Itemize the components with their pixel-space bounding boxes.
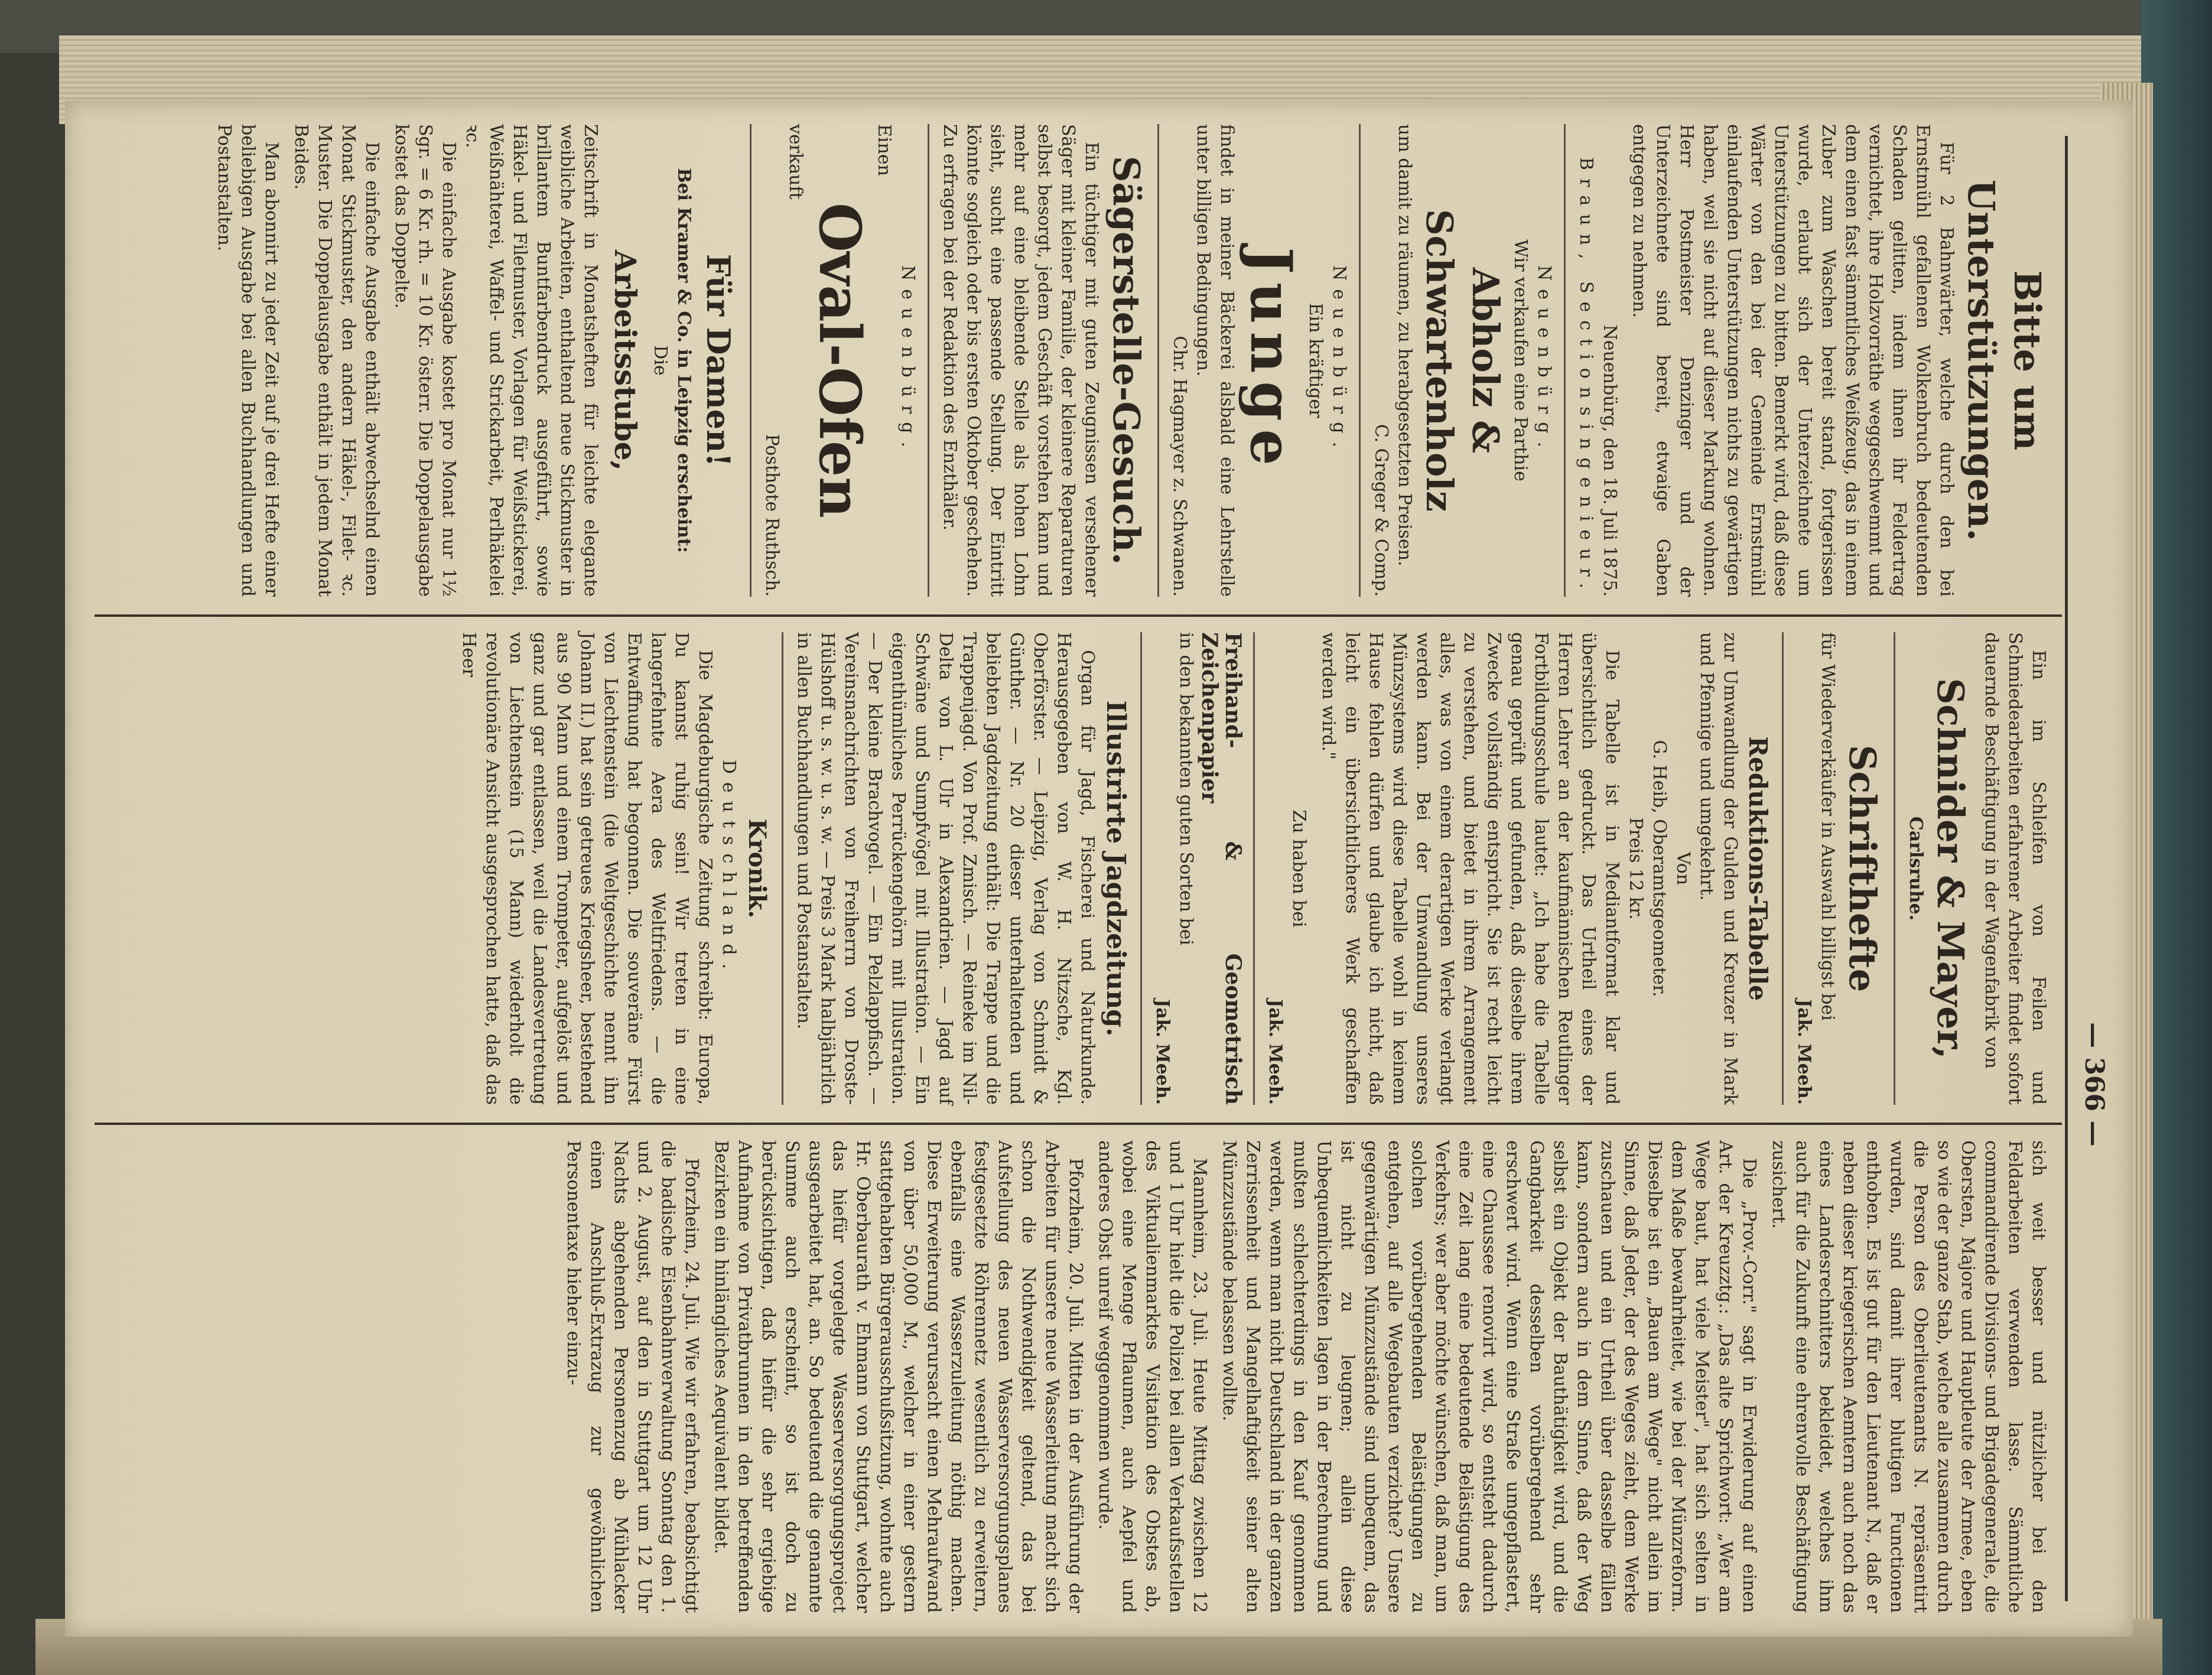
ad-ladies-die: Die bbox=[650, 345, 671, 376]
divider bbox=[1157, 124, 1159, 597]
ad-ladies-price: Die einfache Ausgabe kostet pro Monat nur 1½ Sgr. = 6 Kr. rh. = 10 Kr. österr. Die Doppelausgabe kostet das Doppelte. bbox=[391, 124, 459, 597]
divider bbox=[750, 124, 752, 597]
ad-ladies-more: Die einfache Ausgabe enthält abwechselnd einen Monat Stickmuster, den andern Häkel-, Filet- ꝛc. Muster. Die Doppelausgabe enthält in jedem Monat Beides. bbox=[291, 124, 382, 597]
help-signature-name: Braun, Sectionsingenieur. bbox=[1576, 157, 1596, 597]
ad-sawyer-title: Sägerstelle-Gesuch. bbox=[1105, 155, 1148, 565]
ad-table-available: Zu haben bei bbox=[1289, 809, 1309, 928]
ad-worker-text: Ein im Schleifen von Feilen und Schmiedearbeiten erfahrener Arbeiter findet sofort dauernde Beschäftigung in der Wagenfabrik von bbox=[1981, 632, 2049, 1105]
news-mannheim: Mannheim, 23. Juli. Heute Mittag zwischen 12 und 1 Uhr hielt die Polizei bei allen Verkaufsstellen des Viktualienmarktes Visitation des Obstes ab, wobei eine Menge Pflaumen, auch Aepfel und anderes Obst unreif weggenommen wurde. bbox=[1095, 1140, 1210, 1613]
ad-wood-title: Abholz & Schwartenholz bbox=[1418, 209, 1507, 512]
ad-ladies-text: Zeitschrift in Monatsheften für leichte elegante weibliche Arbeiten, enthaltend neue Stickmuster in brillantem Buntfarbendruck ausgeführt, sowie Häkel- und Filetmuster, Vorlagen für Weißstickerei, Weißnähterei, Waffel- und Strickarbeit, Perlhäkelei ꝛc. bbox=[462, 124, 601, 597]
news-paragraph-1: sich weit besser und nützlicher bei den Feldarbeiten verwenden lasse. Sämmtliche commandirende Divisions- und Brigadegenerale, die Obersten, Majore und Hauptleute der Armee, eben so wie der ganze Stab, welche alle zusammen durch die Person des Oberlieutenants N. repräsentirt wurden, sind damit ihrer blutigen Functionen enthoben. Es ist gut für den Lieutenant N., daß er neben dieser kriegerischen Aemtern auch noch das eines Landesrechnitters bekleidet, welches ihm auch für die Zukunft eine ehrenvolle Beschäftigung zusichert. bbox=[1768, 1140, 2049, 1613]
ad-oven-signature: Posthote Ruthsch. bbox=[762, 434, 782, 597]
ad-wood-text: um damit zu räumen, zu herabgesetzten Preisen. bbox=[1394, 124, 1415, 567]
column-rule-2 bbox=[95, 1123, 2062, 1125]
ad-boy-signature: Chr. Hagmayer z. Schwanen. bbox=[1169, 336, 1190, 597]
ad-worker-firm: Schnider & Mayer, bbox=[1929, 678, 1972, 1059]
ad-table-von: Von bbox=[1673, 851, 1693, 886]
ad-table-signature: Jak. Meeh. bbox=[1265, 999, 1286, 1105]
ad-ladies-end: Man abonnirt zu jeder Zeit auf je drei Hefte einer beliebigen Ausgabe bei allen Buchhandlungen und Postanstalten. bbox=[214, 124, 282, 597]
ad-copybooks-signature: Jak. Meeh. bbox=[1794, 999, 1814, 1105]
ad-boy-text: findet in meiner Bäckerei alsbald eine Lehrstelle unter billigen Bedingungen. bbox=[1193, 124, 1237, 597]
ad-oven-title: Oval-Ofen bbox=[806, 203, 873, 518]
ad-paper-signature: Jak. Meeh. bbox=[1152, 999, 1173, 1105]
ad-worker-city: Carlsruhe. bbox=[1905, 816, 1926, 921]
news-paragraph-2: Die „Prov.-Corr." sagt in Erwiderung auf einen Art. der Kreuzztg.: „Das alte Sprichwort: „Wer am Wege baut, hat viele Meister", hat sich selten in dem Maße bewahrheitet, wie bei der Münzreform. Dieselbe ist ein „Bauen am Wege" nicht allein im Sinne, daß Jeder, der des Weges zieht, dem Werke zuschauen und ein Urtheil über dasselbe fällen kann, sondern auch in dem Sinne, daß der Weg selbst ein Objekt der Bauthätigkeit wird, und die Gangbarkeit desselben vorübergehend sehr erschwert wird. Wenn eine Straße umgepflastert, eine Chaussee renovirt wird, so entsteht dadurch eine Zeit lang eine bedeutende Belästigung des Verkehrs; wer aber möchte wünschen, daß man, um solchen vorübergehenden Belästigungen zu entgehen, auf alle Wegebauten verzichte? Unsere gegenwärtigen Münzzustände sind unbequem, das ist nicht zu leugnen; allein diese Unbequemlichkeiten lagen in der Berechnung und mußten schlechterdings in den Kauf genommen werden, wenn man nicht Deutschland in der ganzen Zerrissenheit und Mangelhaftigkeit seiner alten Münzzustände belassen wollte. bbox=[1219, 1140, 1759, 1613]
divider bbox=[1359, 124, 1361, 597]
ad-wood-signature: C. Greger & Comp. bbox=[1371, 424, 1391, 597]
top-rule bbox=[2065, 136, 2068, 1601]
ad-wood-place: Neuenbürg. bbox=[1534, 265, 1554, 456]
headline-help: Bitte um Unterstützungen. bbox=[1960, 180, 2049, 541]
help-text: Für 2 Bahnwärter, welche durch den bei Ernstmühl gefallenen Wolkenbruch bedeutenden Schaden gelitten, indem ihnen ihr Feldertrag vernichtet, ihre Holzvorräthe weggeschwemmt und dem einen fast sämmtliches Weißzeug, das in einem Zuber zum Waschen bereit stand, fortgerissen wurde, erlaubt sich der Unterzeichnete um Unterstützungen zu bitten. Bemerkt wird, daß diese Wärter von den bei der Gemeinde Ernstmühl einlaufenden Unterstützungen nichts zu gewärtigen haben, weil sie nicht auf dieser Markung wohnen. Herr Postmeister Denzinger und der Unterzeichnete sind bereit, etwaige Gaben entgegen zu nehmen. bbox=[1629, 124, 1957, 597]
ad-wood-intro: Wir verkaufen eine Parthie bbox=[1510, 239, 1531, 482]
rotated-page-content bbox=[65, 100, 2133, 1637]
news-pforzheim-1: Pforzheim, 20. Juli. Mitten in der Ausführung der Arbeiten für unsere neue Wasserleitung macht sich schon die Nothwendigkeit geltend, das bei Aufstellung des neuen Wasserversorgungsplanes festgesetzte Röhrennetz wesentlich zu erweitern, ebenfalls eine Wasserzuleitung nöthig machen. Diese Erweiterung verursacht einen Mehraufwand von über 50,000 M., welcher in einer gestern stattgehabten Bürgerausschußsitzung, wohnte auch Hr. Oberbaurath v. Ehmann von Stuttgart, welcher das hiefür vorgelegte Wasserversorgungsproject ausgearbeitet hat, an. So bedeutend die genannte Summe auch erscheint, so ist doch zu berücksichtigen, daß hiefür die sehr ergiebige Aufnahme von Privatbrunnen in den betreffenden Bezirken ein hinlängliches Aequivalent bildet. bbox=[711, 1140, 1086, 1613]
chronicle-text: Die Magdeburgische Zeitung schreibt: Europa, Du kannst ruhig sein! Wir treten in eine langerfehnte Aera des Weltfriedens. — die Entwaffnung hat begonnen. Die souveräne Fürst von Liechtenstein (die Weltgeschichte nennt ihn Johann II.) hat sein getreues Kriegsheer, bestehend aus 90 Mann und einem Trompeter, aufgelöst und ganz und gar entlassen, weil die Landesvertretung von Liechtenstein (15 Mann) wiederholt die revolutionäre Ansicht ausgesprochen hatte, daß das Heer bbox=[458, 632, 715, 1105]
ad-boy-intro: Ein kräftiger bbox=[1305, 303, 1326, 418]
ad-boy-place: Neuenbürg. bbox=[1329, 265, 1349, 456]
ad-ladies-name: Arbeitsstube, bbox=[608, 250, 643, 471]
ad-oven-place: Neuenbürg. bbox=[897, 265, 918, 456]
ad-oven-intro: Einen bbox=[874, 124, 894, 176]
ad-hunting-title: Illustrirte Jagdzeitung. bbox=[1101, 700, 1131, 1037]
newspaper-page bbox=[65, 100, 2133, 1637]
ad-hunting-text: Organ für Jagd, Fischerei und Naturkunde. Herausgegeben von W. H. Nitzsche, Kgl. Oberförster. — Leipzig, Verlag von Schmidt & Günther. — Nr. 20 dieser unterhaltenden und beliebten Jagdzeitung enthält: Die Trappe und die Trappenjagd. Von Prof. Zmisch. — Reineke im Nil-Delta von L. Ulr in Alexandrien. — Jagd auf Schwäne und Sumpfvögel mit Illustration. — Ein eigenthümliches Perrückengehörn mit Illustration. — Der kleine Brachvogel. — Ein Pelzlappfisch. — Vereinsnachrichten von Freiherrn von Droste-Hülshoff u. s. w. u. s. w. — Preis 3 Mark halbjährlich in allen Buchhandlungen und Postanstalten. bbox=[793, 632, 1098, 1105]
ad-boy-title: Junge bbox=[1238, 247, 1305, 474]
ad-table-title: Reduktions-Tabelle bbox=[1743, 736, 1772, 1001]
ad-table-review: Die Tabelle ist in Mediantformat klar und übersichtlich gedruckt. Das Urtheil eines der Herren Lehrer an der kaufmännischen Reutlinger Fortbildungsschule lautet: „Ich habe die Tabelle genau geprüft und gefunden, daß dieselbe ihrem Zwecke vollständig entspricht. Sie ist recht leicht zu verstehen, und bietet in ihrem Arrangement alles, was von einem derartigen Werke verlangt werden kann. Bei der Umwandlung unseres Münzsystems wird diese Tabelle wohl in keinem Hause fehlen dürfen und glaube ich nicht, daß leicht ein übersichtlicheres Werk geschaffen werden wird." bbox=[1318, 632, 1622, 1105]
ad-ladies-title: Für Damen! bbox=[700, 253, 737, 467]
ad-ladies-subtitle: Bei Kramer & Co. in Leipzig erscheint: bbox=[674, 168, 694, 553]
divider bbox=[1253, 632, 1255, 1105]
divider bbox=[1140, 632, 1142, 1105]
divider bbox=[928, 124, 929, 597]
divider bbox=[1564, 124, 1566, 597]
divider bbox=[1894, 632, 1895, 1105]
column-3 bbox=[555, 1140, 2050, 1613]
chronicle-title: Kronik. bbox=[743, 818, 771, 919]
chronicle-germany: Deutschland. bbox=[718, 759, 739, 978]
ad-oven-text: verkauft bbox=[785, 124, 806, 200]
news-pforzheim-2: Pforzheim, 24. Juli. Wie wir erfahren, beabsichtigt die badische Eisenbahnverwaltung Sonntag den 1. und 2. August, auf den in Stuttgart um 12 Uhr Nachts abgehenden Personenzug ab Mühlacker einen Anschluß-Extrazug zur gewöhnlichen Personentaxe hieher einzu- bbox=[563, 1140, 702, 1613]
divider bbox=[1782, 632, 1784, 1105]
column-1 bbox=[206, 124, 2050, 597]
divider bbox=[782, 632, 783, 1105]
column-rule-1 bbox=[95, 614, 2062, 617]
ad-paper-title: Freihand- & Geometrisch Zeichenpapier bbox=[1197, 632, 1245, 1105]
help-signature-place: Neuenbürg, den 18. Juli 1875. bbox=[1599, 324, 1620, 597]
ad-copybooks-text: für Wiederverkäufer in Auswahl billigst bei bbox=[1817, 632, 1838, 1021]
page-number: — 366 — bbox=[2079, 1022, 2109, 1147]
ad-copybooks-title: Schrifthefte bbox=[1841, 744, 1884, 993]
column-2 bbox=[451, 632, 2050, 1105]
ad-paper-text: in den bekannten guten Sorten bei bbox=[1176, 632, 1196, 945]
ad-table-text: zur Umwandlung der Gulden und Kreuzer in Mark und Pfennige und umgekehrt. bbox=[1696, 632, 1741, 1105]
ad-table-price: Preis 12 kr. bbox=[1625, 817, 1646, 920]
ad-sawyer-text: Ein tüchtiger mit guten Zeugnissen versehener Säger mit kleiner Familie, der kleinere Reparaturen selbst besorgt, jedem Geschäft vorstehen kann und mehr auf eine bleibende Stelle als hohen Lohn sieht, sucht eine passende Stellung. Der Eintritt könnte sogleich oder bis ersten Oktober geschehen. Zu erfragen bei der Redaktion des Enzthäler. bbox=[939, 124, 1102, 597]
ad-table-author: G. Heib, Oberamtsgeometer. bbox=[1649, 740, 1670, 997]
